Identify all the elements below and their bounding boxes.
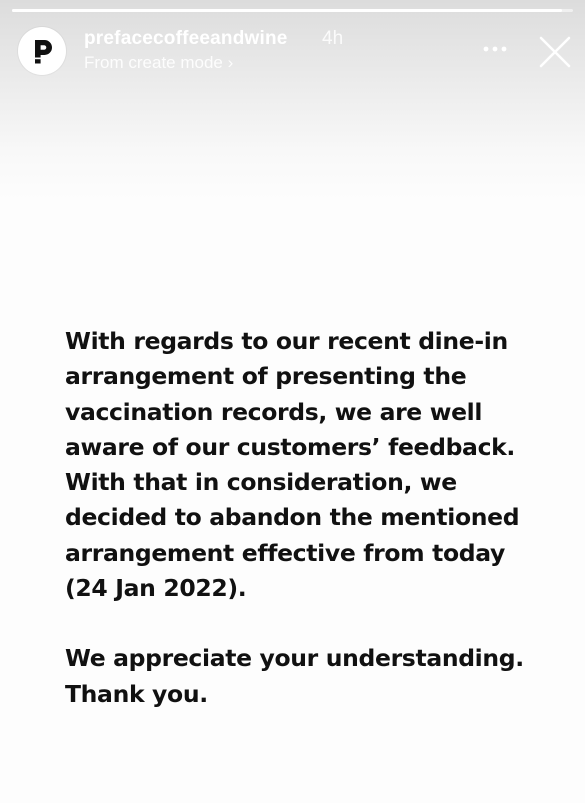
paragraph-gap (65, 606, 565, 641)
more-horizontal-icon (478, 34, 512, 64)
message-line: decided to abandon the mentioned (65, 503, 520, 532)
story-header (0, 22, 585, 78)
avatar[interactable] (18, 27, 66, 75)
message-line: With that in consideration, we (65, 468, 457, 497)
story-message (65, 324, 565, 712)
message-line: With regards to our recent dine-in (65, 327, 508, 355)
message-line: aware of our customers’ feedback. (65, 432, 516, 461)
story-timestamp: 4h (322, 28, 344, 49)
message-line: arrangement effective from today (65, 538, 506, 567)
message-line: vaccination records, we are well (65, 397, 483, 426)
message-line: arrangement of presenting the (65, 362, 467, 391)
more-options-button[interactable] (478, 34, 512, 64)
message-line: Thank you. (65, 679, 208, 708)
story-progress-fill (12, 9, 562, 12)
message-line: (24 Jan 2022). (65, 574, 247, 603)
close-button[interactable] (536, 33, 574, 71)
message-line: We appreciate your understanding. (65, 644, 524, 673)
story-username[interactable]: prefacecoffeeandwine (84, 28, 288, 49)
close-icon (536, 33, 574, 71)
preface-logo-icon (18, 27, 66, 75)
create-mode-link[interactable]: From create mode › (84, 53, 234, 72)
story-progress-bar (12, 9, 573, 12)
